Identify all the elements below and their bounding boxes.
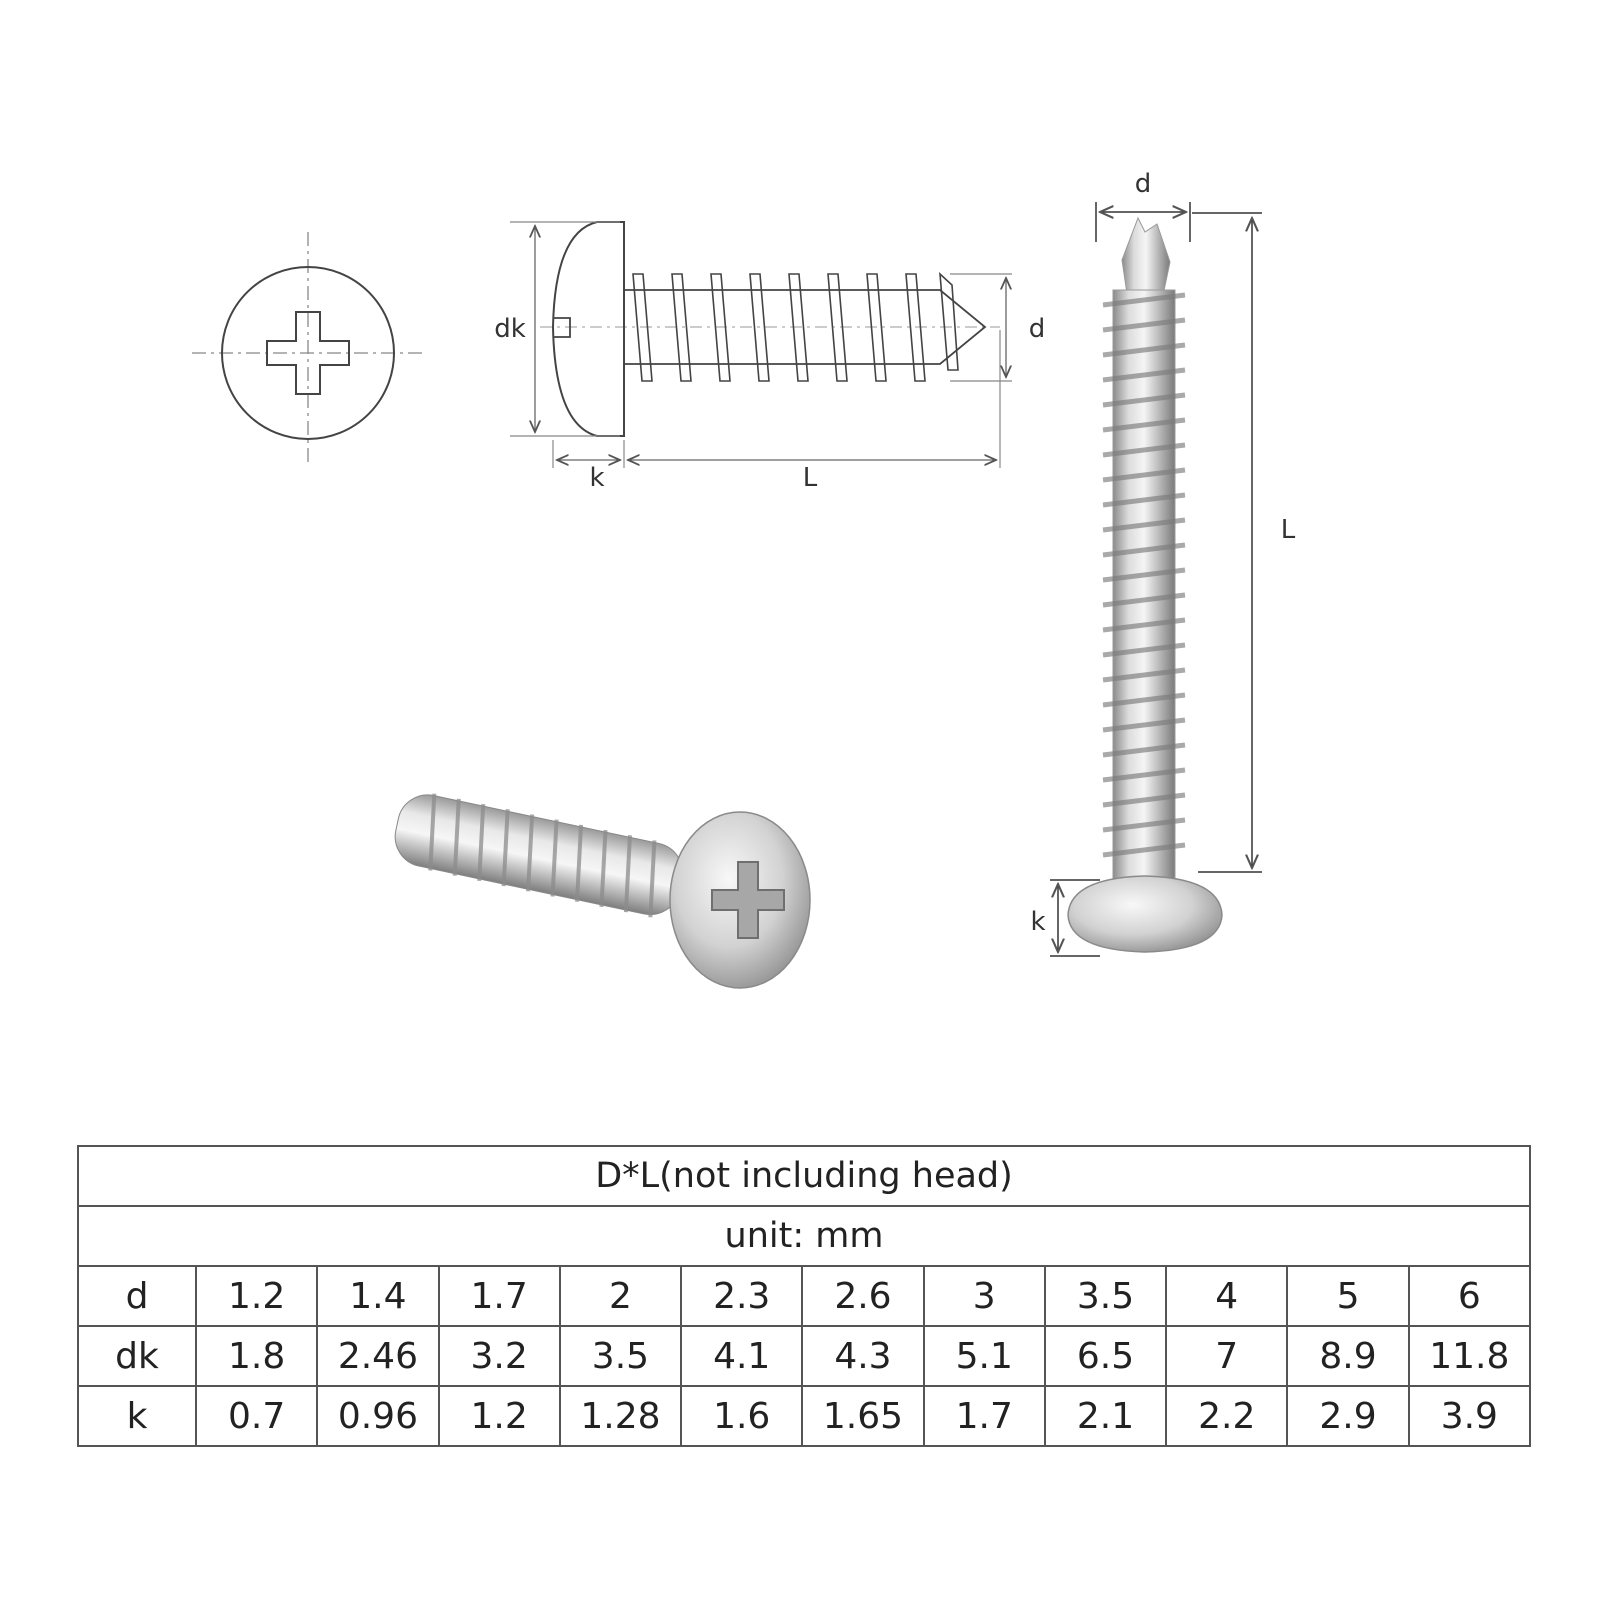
table-cell: 8.9 [1287, 1326, 1408, 1386]
screw-photo-lying [389, 787, 810, 988]
table-unit-row [78, 1206, 1530, 1266]
table-cell: 2 [560, 1266, 681, 1326]
table-row [78, 1266, 1530, 1326]
table-cell: 3.9 [1409, 1386, 1530, 1446]
side-d-label: d [1028, 314, 1046, 344]
side-k-label: k [589, 463, 605, 493]
table-unit: unit: mm [78, 1206, 1530, 1266]
top-view-head [192, 232, 425, 465]
table-cell: 1.2 [439, 1386, 560, 1446]
table-cell: 1.7 [924, 1386, 1045, 1446]
table-title-row [78, 1146, 1530, 1206]
vert-d-label: d [1134, 169, 1152, 199]
table-cell: 11.8 [1409, 1326, 1530, 1386]
table-cell: 2.6 [802, 1266, 923, 1326]
table-cell: 1.65 [802, 1386, 923, 1446]
table-cell: 6 [1409, 1266, 1530, 1326]
table-cell: 4.3 [802, 1326, 923, 1386]
table-cell: 1.6 [681, 1386, 802, 1446]
table-title: D*L(not including head) [78, 1146, 1530, 1206]
table-cell: 0.7 [196, 1386, 317, 1446]
screw-photo-vertical [1030, 169, 1295, 956]
table-cell: 2.3 [681, 1266, 802, 1326]
row-label: k [78, 1386, 196, 1446]
table-cell: 1.7 [439, 1266, 560, 1326]
table-cell: 3.5 [560, 1326, 681, 1386]
table-cell: 0.96 [317, 1386, 438, 1446]
side-dk-label: dk [494, 314, 526, 344]
table-cell: 5 [1287, 1266, 1408, 1326]
table-cell: 6.5 [1045, 1326, 1166, 1386]
table-cell: 7 [1166, 1326, 1287, 1386]
table-cell: 2.2 [1166, 1386, 1287, 1446]
table-cell: 3.5 [1045, 1266, 1166, 1326]
table-cell: 1.4 [317, 1266, 438, 1326]
vert-L-label: L [1280, 515, 1296, 545]
side-L-label: L [802, 463, 818, 493]
table-cell: 4.1 [681, 1326, 802, 1386]
table-cell: 2.9 [1287, 1386, 1408, 1446]
table-cell: 3 [924, 1266, 1045, 1326]
row-label: d [78, 1266, 196, 1326]
table-cell: 2.1 [1045, 1386, 1166, 1446]
table-cell: 5.1 [924, 1326, 1045, 1386]
side-view-schematic [494, 222, 1045, 493]
vert-k-label: k [1030, 907, 1046, 937]
table-cell: 2.46 [317, 1326, 438, 1386]
table-row [78, 1386, 1530, 1446]
table-cell: 3.2 [439, 1326, 560, 1386]
spec-table [77, 1145, 1531, 1447]
table-cell: 1.8 [196, 1326, 317, 1386]
table-row [78, 1326, 1530, 1386]
table-cell: 1.2 [196, 1266, 317, 1326]
row-label: dk [78, 1326, 196, 1386]
table-cell: 4 [1166, 1266, 1287, 1326]
table-cell: 1.28 [560, 1386, 681, 1446]
